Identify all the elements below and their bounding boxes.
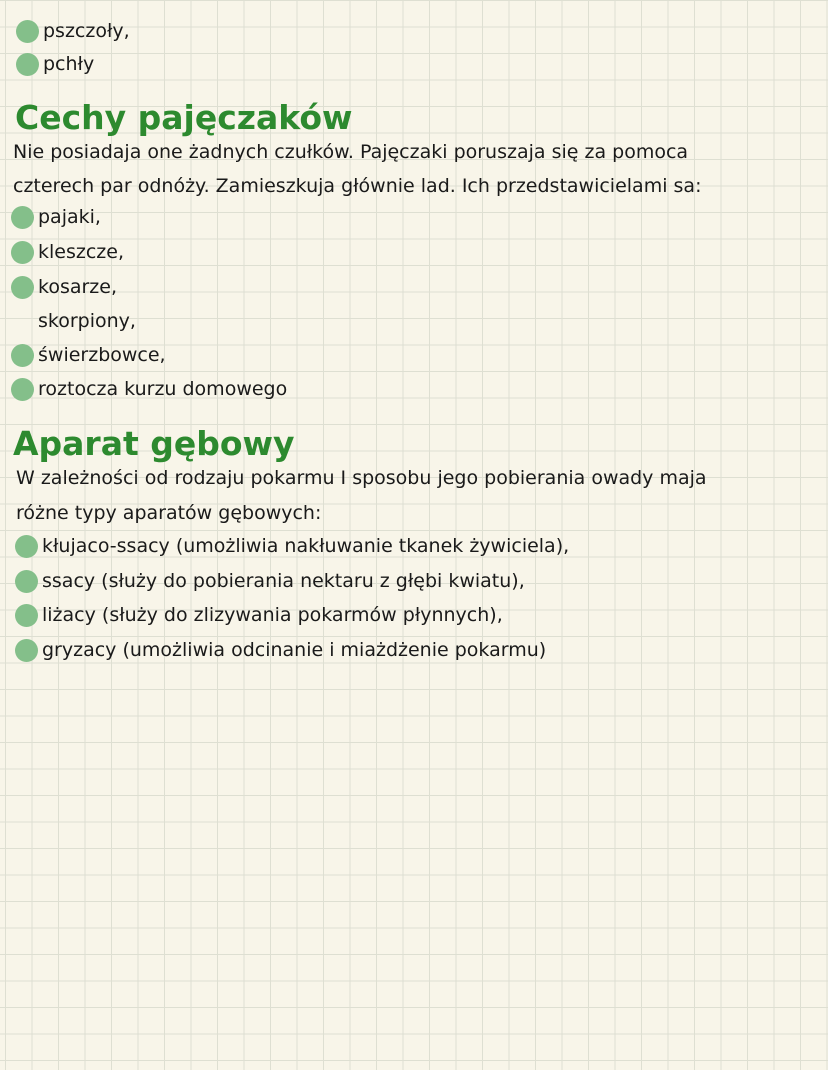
list-item-text: pajaki, [38,206,101,228]
list-item-text: kleszcze, [38,241,124,263]
list-item-text: świerzbowce, [38,344,166,366]
list-item [15,566,525,596]
list-item-text: kosarze, [38,276,118,298]
list-item [15,635,546,665]
bullet-dot-icon [15,639,38,662]
list-item [15,600,503,630]
section-heading-mouthparts: Aparat gębowy [13,424,295,463]
list-item [11,340,166,370]
list-item-text: pszczoły, [43,20,130,42]
list-item [11,272,117,302]
list-item-text: skorpiony, [38,310,136,332]
bullet-dot-icon [15,604,38,627]
section-paragraph-line: czterech par odnóży. Zamieszkuja głównie lad. Ich przedstawicielami sa: [13,175,702,197]
list-item [11,237,124,267]
list-item [15,531,569,561]
bullet-dot-icon [11,378,34,401]
bullet-dot-icon [16,20,39,43]
bullet-dot-icon [11,241,34,264]
list-item-text: liżacy (służy do zlizywania pokarmów płynnych), [42,604,503,626]
bullet-dot-icon [15,535,38,558]
bullet-dot-icon [16,53,39,76]
bullet-dot-icon [15,570,38,593]
empty-bullet-space [11,310,34,333]
bullet-dot-icon [11,206,34,229]
list-item [11,202,101,232]
list-item [11,374,287,404]
section-paragraph-line: W zależności od rodzaju pokarmu I sposobu jego pobierania owady maja [16,467,707,489]
list-item-text: ssacy (służy do pobierania nektaru z głębi kwiatu), [42,570,525,592]
bullet-dot-icon [11,276,34,299]
list-item-text: roztocza kurzu domowego [38,378,288,400]
list-item-text: gryzacy (umożliwia odcinanie i miażdżenie pokarmu) [42,639,547,661]
section-paragraph-line: różne typy aparatów gębowych: [16,502,322,524]
list-item [16,16,130,46]
list-item-text: pchły [43,53,95,75]
bullet-dot-icon [11,344,34,367]
list-item [11,306,136,336]
section-heading-arachnids: Cechy pajęczaków [15,98,353,137]
section-paragraph-line: Nie posiadaja one żadnych czułków. Pajęczaki poruszaja się za pomoca [13,141,689,163]
list-item [16,49,94,79]
list-item-text: kłujaco-ssacy (umożliwia nakłuwanie tkanek żywiciela), [42,535,570,557]
